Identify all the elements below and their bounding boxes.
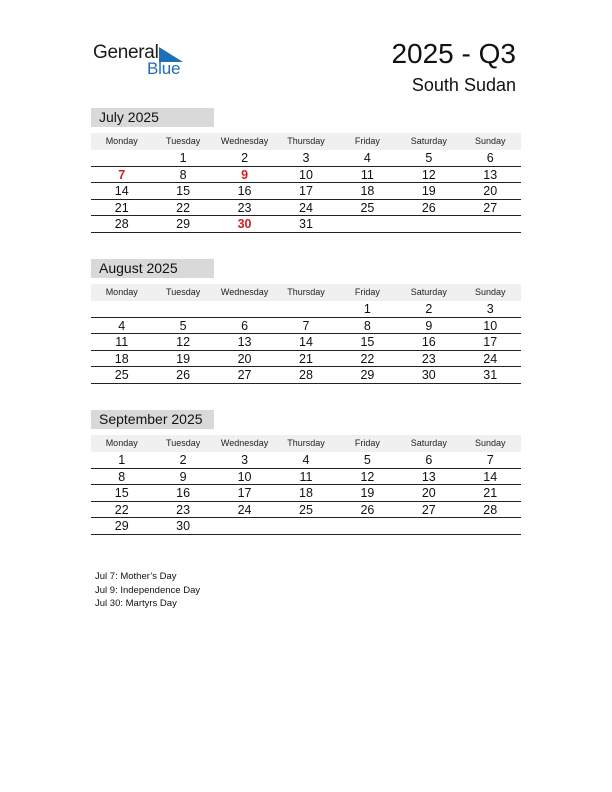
day-cell: 2 [425, 302, 433, 316]
calendar-grid [91, 133, 521, 233]
day-cell: 22 [114, 502, 129, 517]
month-block [91, 410, 521, 535]
week-row [91, 518, 521, 535]
day-cell: 3 [486, 302, 494, 316]
day-cell: 8 [118, 469, 126, 484]
holiday-day-cell: 7 [118, 167, 126, 182]
day-cell: 28 [299, 368, 313, 382]
week-row [91, 452, 521, 469]
day-cell: 31 [299, 217, 313, 231]
day-cell: 9 [179, 469, 187, 484]
day-cell: 23 [421, 351, 436, 366]
day-cell: 27 [483, 200, 498, 215]
weekday-header-row [91, 435, 521, 452]
day-cell: 6 [486, 151, 494, 165]
day-cell: 20 [483, 184, 498, 198]
day-cell: 19 [421, 184, 436, 198]
weekday-label: Wednesday [220, 438, 269, 448]
day-cell: 2 [179, 453, 187, 467]
day-cell: 24 [483, 351, 498, 366]
day-cell: 10 [483, 318, 498, 333]
month-title: September 2025 [91, 410, 214, 429]
day-cell: 16 [421, 335, 436, 349]
day-cell: 15 [114, 486, 129, 500]
day-cell: 19 [176, 351, 191, 366]
calendar-grid [91, 284, 521, 384]
day-cell: 26 [360, 502, 375, 517]
week-row [91, 150, 521, 167]
day-cell [214, 518, 275, 534]
week-row [91, 318, 521, 335]
day-cell [275, 301, 336, 317]
day-cell: 3 [241, 453, 249, 467]
day-cell: 13 [483, 167, 498, 182]
day-cell: 29 [114, 519, 129, 533]
day-cell [214, 301, 275, 317]
weekday-label: Saturday [410, 136, 447, 146]
day-cell [91, 150, 152, 166]
weekday-label: Wednesday [220, 136, 269, 146]
weekday-label: Saturday [410, 287, 447, 297]
day-cell: 11 [299, 469, 313, 484]
week-row [91, 485, 521, 502]
weekday-label: Tuesday [166, 438, 201, 448]
day-cell: 29 [176, 217, 191, 231]
day-cell: 13 [421, 469, 436, 484]
weekday-label: Wednesday [220, 287, 269, 297]
weekday-label: Sunday [474, 287, 506, 297]
page-title: 2025 - Q3 [391, 38, 516, 69]
weekday-header-row [91, 284, 521, 301]
day-cell: 24 [299, 200, 313, 215]
week-row [91, 469, 521, 486]
day-cell: 13 [237, 335, 252, 349]
day-cell: 4 [363, 151, 371, 165]
day-cell: 16 [176, 486, 191, 500]
day-cell: 4 [118, 318, 126, 333]
weekday-label: Friday [354, 287, 380, 297]
month-block [91, 108, 521, 233]
weekday-label: Tuesday [166, 136, 201, 146]
day-cell: 21 [299, 351, 313, 366]
day-cell: 14 [483, 469, 498, 484]
day-cell: 4 [302, 453, 310, 467]
day-cell: 12 [176, 335, 191, 349]
day-cell [152, 301, 213, 317]
weekday-label: Thursday [287, 136, 325, 146]
month-title: August 2025 [91, 259, 214, 278]
weekday-label: Thursday [287, 287, 325, 297]
holiday-note: Jul 7: Mother’s Day [95, 571, 177, 582]
day-cell: 15 [176, 184, 191, 198]
day-cell: 8 [179, 167, 187, 182]
day-cell: 22 [360, 351, 375, 366]
day-cell: 17 [483, 335, 498, 349]
day-cell: 28 [483, 502, 498, 517]
month-block [91, 259, 521, 384]
day-cell: 23 [237, 200, 252, 215]
day-cell [398, 216, 459, 232]
day-cell: 5 [425, 151, 433, 165]
day-cell: 5 [363, 453, 371, 467]
day-cell: 27 [421, 502, 436, 517]
logo-text-general: General [93, 42, 159, 63]
day-cell: 26 [176, 368, 191, 382]
week-row [91, 200, 521, 217]
day-cell: 10 [299, 167, 313, 182]
day-cell: 1 [118, 453, 126, 467]
day-cell: 7 [302, 318, 310, 333]
day-cell: 12 [360, 469, 375, 484]
day-cell: 19 [360, 486, 375, 500]
week-row [91, 334, 521, 351]
week-row [91, 183, 521, 200]
day-cell: 30 [421, 368, 436, 382]
day-cell: 28 [114, 217, 129, 231]
day-cell: 20 [237, 351, 252, 366]
day-cell: 24 [237, 502, 252, 517]
day-cell [337, 518, 398, 534]
day-cell: 17 [299, 184, 313, 198]
day-cell [275, 518, 336, 534]
day-cell: 6 [241, 318, 249, 333]
day-cell: 23 [176, 502, 191, 517]
weekday-label: Thursday [287, 438, 325, 448]
holiday-notes [95, 570, 200, 611]
day-cell: 21 [114, 200, 129, 215]
day-cell: 3 [302, 151, 310, 165]
weekday-label: Friday [354, 438, 380, 448]
holiday-note: Jul 9: Independence Day [95, 584, 201, 596]
day-cell: 14 [114, 184, 129, 198]
weekday-label: Monday [105, 438, 138, 448]
day-cell: 5 [179, 318, 187, 333]
day-cell: 11 [115, 335, 129, 349]
day-cell: 22 [176, 200, 191, 215]
holiday-day-cell: 9 [241, 167, 249, 182]
logo-text-blue: Blue [147, 59, 181, 78]
day-cell [460, 216, 521, 232]
week-row [91, 351, 521, 368]
day-cell: 25 [114, 368, 129, 382]
weekday-label: Friday [354, 136, 380, 146]
weekday-label: Sunday [474, 136, 506, 146]
weekday-label: Saturday [410, 438, 447, 448]
weekday-header-row [91, 133, 521, 150]
day-cell: 16 [237, 184, 252, 198]
month-title: July 2025 [91, 108, 214, 127]
day-cell: 25 [299, 502, 313, 517]
day-cell: 20 [421, 486, 436, 500]
week-row [91, 502, 521, 519]
day-cell: 29 [360, 368, 375, 382]
week-row [91, 367, 521, 384]
week-row [91, 216, 521, 233]
week-row [91, 301, 521, 318]
day-cell: 12 [421, 167, 436, 182]
day-cell [398, 518, 459, 534]
day-cell: 30 [176, 519, 191, 533]
calendar-grid [91, 435, 521, 535]
day-cell: 8 [363, 318, 371, 333]
weekday-label: Tuesday [166, 287, 201, 297]
day-cell: 9 [425, 318, 433, 333]
day-cell: 25 [360, 200, 375, 215]
day-cell: 26 [421, 200, 436, 215]
day-cell: 27 [237, 368, 252, 382]
day-cell [91, 301, 152, 317]
day-cell: 31 [483, 368, 498, 382]
day-cell: 1 [179, 151, 187, 165]
day-cell: 18 [114, 351, 129, 366]
day-cell: 10 [237, 469, 252, 484]
day-cell: 17 [237, 486, 252, 500]
week-row [91, 167, 521, 184]
day-cell: 11 [360, 167, 374, 182]
day-cell: 15 [360, 335, 375, 349]
general-blue-logo [93, 42, 193, 78]
day-cell: 7 [486, 453, 494, 467]
day-cell: 14 [299, 335, 313, 349]
day-cell [460, 518, 521, 534]
holiday-note: Jul 30: Martyrs Day [95, 598, 177, 609]
day-cell: 18 [360, 184, 375, 198]
country-name: South Sudan [411, 75, 516, 95]
day-cell: 2 [241, 151, 249, 165]
weekday-label: Monday [105, 287, 138, 297]
day-cell [337, 216, 398, 232]
weekday-label: Monday [105, 136, 138, 146]
holiday-day-cell: 30 [237, 217, 252, 231]
day-cell: 18 [299, 486, 313, 500]
weekday-label: Sunday [474, 438, 506, 448]
day-cell: 1 [363, 302, 371, 316]
day-cell: 6 [425, 453, 433, 467]
day-cell: 21 [483, 486, 498, 500]
